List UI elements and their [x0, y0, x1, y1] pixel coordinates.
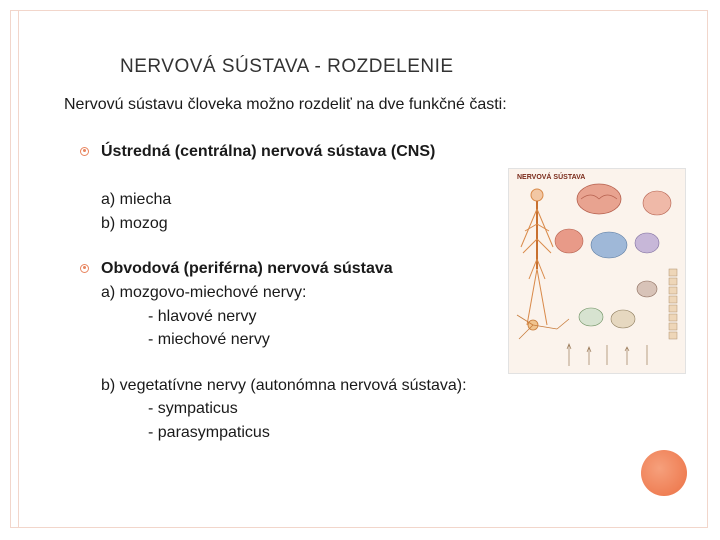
pns-heading: Obvodová (periférna) nervová sústava [101, 260, 393, 277]
cns-item-mozog: b) mozog [101, 215, 168, 232]
poster-illustration [509, 169, 685, 373]
nervous-system-poster [508, 168, 686, 374]
poster-title: NERVOVÁ SÚSTAVA [517, 174, 586, 181]
pns-b-label: b) vegetatívne nervy (autonómna nervová sústava): [101, 377, 467, 394]
left-rule [18, 10, 19, 528]
bullet-icon [80, 264, 89, 273]
pns-b-item-sympaticus: - sympaticus [148, 400, 238, 417]
pns-a-item-miechove: - miechové nervy [148, 331, 270, 348]
pns-a-item-hlavove: - hlavové nervy [148, 308, 257, 325]
pns-b-item-parasympaticus: - parasympaticus [148, 424, 270, 441]
bullet-icon [80, 147, 89, 156]
pns-a-label: a) mozgovo-miechové nervy: [101, 284, 307, 301]
cns-heading: Ústredná (centrálna) nervová sústava (CNS) [101, 143, 436, 160]
slide-title: NERVOVÁ SÚSTAVA - ROZDELENIE [120, 56, 454, 77]
intro-text: Nervovú sústavu človeka možno rozdeliť na dve funkčné časti: [64, 96, 507, 113]
decorative-circle [641, 450, 687, 496]
cns-item-miecha: a) miecha [101, 191, 172, 208]
